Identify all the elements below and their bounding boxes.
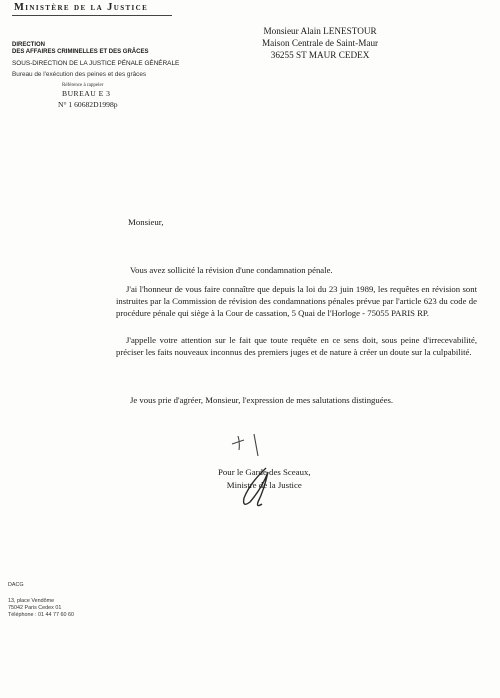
footer-code: DACG	[8, 582, 24, 588]
signature-line-1: Pour le Garde des Sceaux,	[218, 467, 311, 477]
sous-direction: SOUS-DIRECTION DE LA JUSTICE PÉNALE GÉNÉRALE	[12, 60, 180, 67]
reference-label: Référence à rappeler	[62, 83, 104, 88]
reference-office: BUREAU E 3	[62, 89, 111, 98]
footer-city: 75042 Paris Cedex 01	[8, 605, 62, 611]
signature-line-2: Ministre de la Justice	[226, 480, 302, 490]
paragraph-attention: J'appelle votre attention sur le fait que toute requête en ce sens doit, sous peine d'irrecevabilité, préciser les faits nouveaux inconnus des premiers juges et de nature à créer un doute sur la culpabilité.	[116, 335, 477, 357]
ministry-title: Ministère de la Justice	[14, 2, 149, 13]
recipient-city: 36255 ST MAUR CEDEX	[270, 50, 370, 60]
bureau: Bureau de l'exécution des peines et des grâces	[12, 71, 147, 78]
paragraph-request: Vous avez sollicité la révision d'une condamnation pénale.	[130, 265, 333, 275]
signature-block	[218, 466, 311, 492]
reference-number: N° 1 60682D1998p	[58, 100, 118, 109]
footer-phone: Téléphone : 01 44 77 60 60	[8, 612, 74, 618]
footer-street: 13, place Vendôme	[8, 598, 55, 604]
recipient-address	[262, 25, 378, 61]
direction-line: DES AFFAIRES CRIMINELLES ET DES GRÂCES	[12, 49, 149, 55]
recipient-institution: Maison Centrale de Saint-Maur	[262, 38, 379, 48]
paragraph-law: J'ai l'honneur de vous faire connaître que depuis la loi du 23 juin 1989, les requêtes en révision sont instruites par la Commission de révision des condamnations pénales prévue par l'article 623 du code de procédure pénale qui siège à la Cour de cassation, 5 Quai de l'Horloge - 75055 PARIS RP.	[116, 284, 477, 318]
direction-line: DIRECTION	[12, 42, 45, 48]
letterhead-rule	[12, 15, 172, 16]
salutation: Monsieur,	[128, 217, 164, 227]
recipient-name: Monsieur Alain LENESTOUR	[263, 26, 377, 36]
direction-block	[12, 42, 148, 56]
footer-address	[8, 598, 74, 619]
paragraph-closing: Je vous prie d'agréer, Monsieur, l'expression de mes salutations distinguées.	[130, 395, 394, 405]
